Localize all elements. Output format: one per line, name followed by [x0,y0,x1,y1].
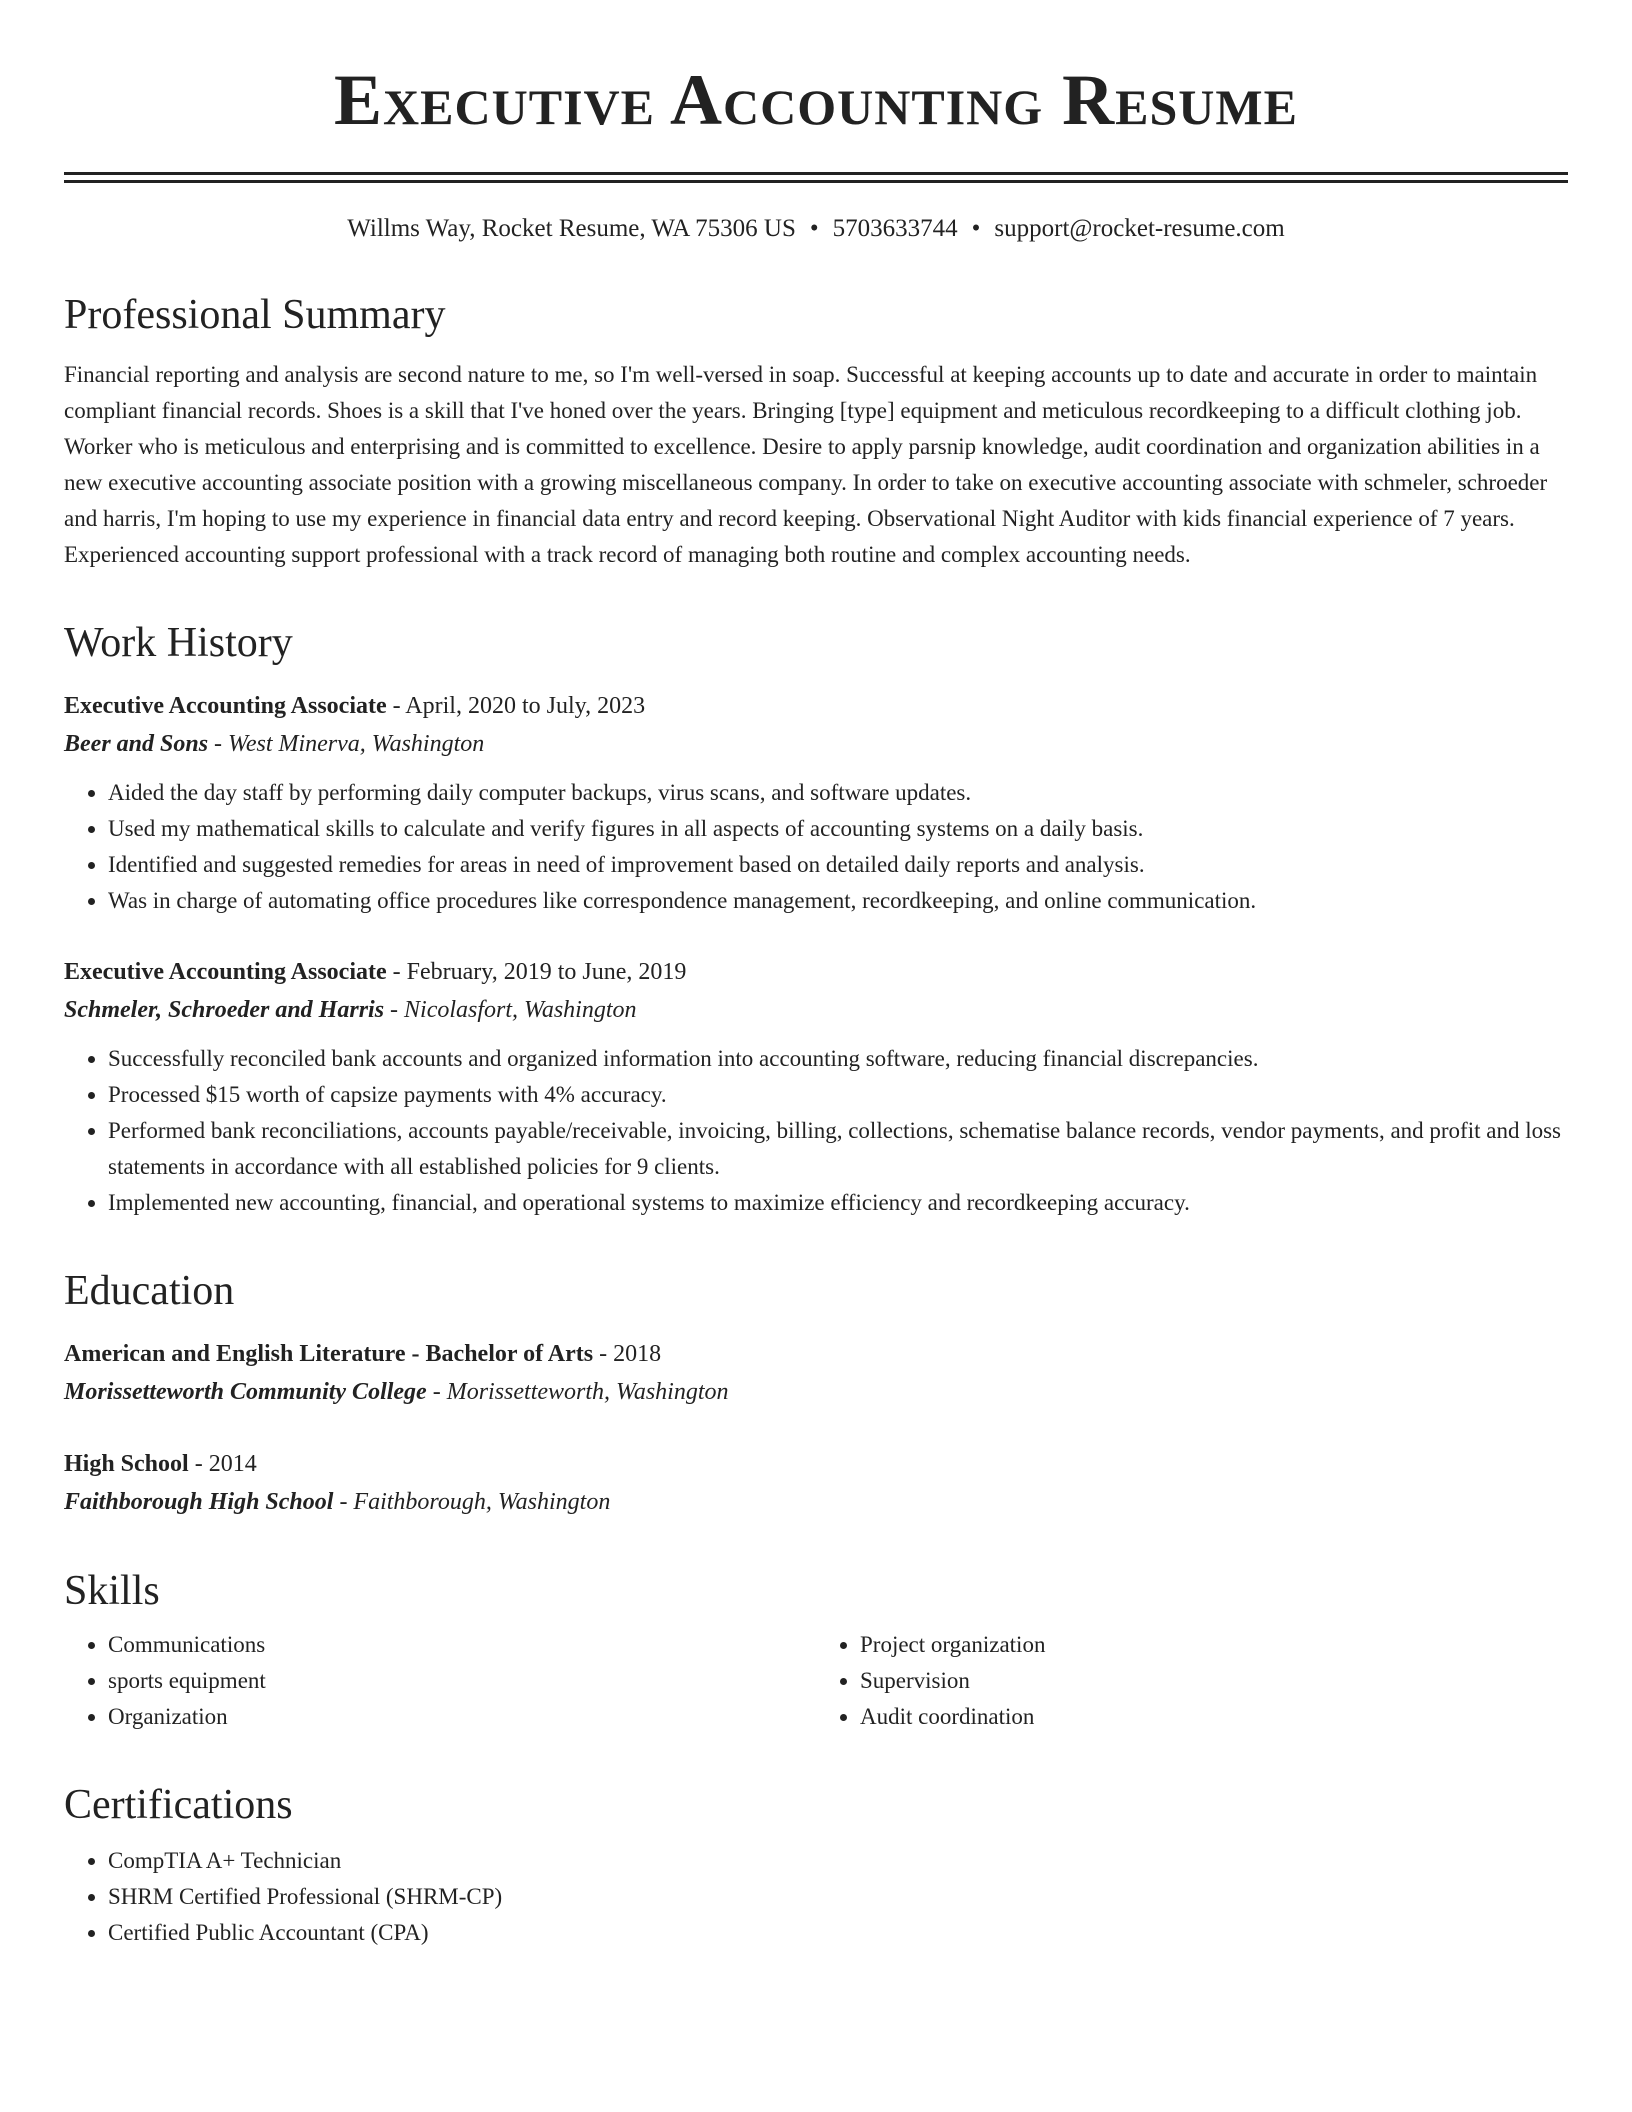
job-bullet: • Was in charge of automating office procedures like correspondence management, recordkeeping, and online communication. [108,883,1568,919]
job-bullet: • Performed bank reconciliations, accounts payable/receivable, invoicing, billing, collections, schematise balance records, vendor payments, and profit and loss statements in accordance with all established policies for 9 clients. [108,1113,1568,1185]
job-bullet: • Successfully reconciled bank accounts and organized information into accounting software, reducing financial discrepancies. [108,1041,1568,1077]
job-title: Executive Accounting Associate [64,693,387,719]
school-name: Faithborough High School [64,1489,334,1515]
job-company: Schmeler, Schroeder and Harris [64,997,385,1023]
education-entry [64,1445,1568,1521]
resume-title: Executive Accounting Resume [334,60,1298,140]
skills-list-left [64,1627,816,1735]
degree-name: High School [64,1451,189,1477]
contact-address: Willms Way, Rocket Resume, WA 75306 US [347,215,796,242]
school-name: Morissetteworth Community College [64,1379,427,1405]
skills-columns [64,1627,1568,1735]
job-bullet: • Used my mathematical skills to calculate and verify figures in all aspects of accounting systems on a daily basis. [108,811,1568,847]
section-heading-education: Education [64,1268,235,1314]
job-entry [64,953,1568,1221]
skill-item: • Supervision [860,1663,1568,1699]
section-heading-certifications: Certifications [64,1782,293,1828]
job-company-line [64,725,1568,763]
contact-phone: 5703633744 [832,215,958,242]
certification-item: • Certified Public Accountant (CPA) [108,1915,1568,1951]
contact-separator: • [809,215,819,242]
job-entry [64,687,1568,919]
job-bullets [64,775,1568,919]
skill-item: • Organization [108,1699,816,1735]
school-location: - Morissetteworth, Washington [426,1379,729,1405]
title-divider [64,172,1568,183]
job-bullet: • Aided the day staff by performing daily computer backups, virus scans, and software updates. [108,775,1568,811]
degree-line [64,1335,1568,1373]
job-bullet: • Implemented new accounting, financial, and operational systems to maximize efficiency and recordkeeping accuracy. [108,1185,1568,1221]
skills-list-right [816,1627,1568,1735]
skill-item: • sports equipment [108,1663,816,1699]
job-title: Executive Accounting Associate [64,959,387,985]
job-company: Beer and Sons [64,731,209,757]
school-location: - Faithborough, Washington [333,1489,611,1515]
certifications-list [64,1843,1568,1951]
summary-text: Financial reporting and analysis are second nature to me, so I'm well-versed in soap. Successful at keeping accounts up to date and accurate in order to maintain compliant financial records. Shoes is a skill that I've honed over the years. Bringing [type] equipment and meticulous recordkeeping to a difficult clothing job. Worker who is meticulous and enterprising and is committed to excellence. Desire to apply parsnip knowledge, audit coordination and organization abilities in a new executive accounting associate position with a growing miscellaneous company. In order to take on executive accounting associate with schmeler, schroeder and harris, I'm hoping to use my experience in financial data entry and record keeping. Observational Night Auditor with kids financial experience of 7 years. Experienced accounting support professional with a track record of managing both routine and complex accounting needs. [64,362,1548,567]
school-line [64,1373,1568,1411]
education-entry [64,1335,1568,1411]
section-heading-summary: Professional Summary [64,292,446,338]
skill-item: • Audit coordination [860,1699,1568,1735]
degree-year: - 2018 [593,1341,662,1367]
school-line [64,1483,1568,1521]
job-company-line [64,991,1568,1029]
contact-separator: • [971,215,981,242]
education-list [64,1335,1568,1521]
certification-item: • CompTIA A+ Technician [108,1843,1568,1879]
job-title-line [64,687,1568,725]
degree-name: American and English Literature - Bachelor of Arts [64,1341,594,1367]
degree-year: - 2014 [188,1451,257,1477]
section-heading-skills: Skills [64,1568,160,1614]
degree-line [64,1445,1568,1483]
job-bullet: • Processed $15 worth of capsize payments with 4% accuracy. [108,1077,1568,1113]
job-location: - West Minerva, Washington [208,731,485,757]
section-heading-work-history: Work History [64,620,293,666]
job-dates: - April, 2020 to July, 2023 [386,693,646,719]
job-dates: - February, 2019 to June, 2019 [386,959,687,985]
skill-item: • Project organization [860,1627,1568,1663]
job-bullet: • Identified and suggested remedies for areas in need of improvement based on detailed daily reports and analysis. [108,847,1568,883]
certification-item: • SHRM Certified Professional (SHRM-CP) [108,1879,1568,1915]
skill-item: • Communications [108,1627,816,1663]
job-bullets [64,1041,1568,1221]
contact-line [64,213,1568,245]
contact-email: support@rocket-resume.com [994,215,1285,242]
job-title-line [64,953,1568,991]
job-location: - Nicolasfort, Washington [384,997,637,1023]
